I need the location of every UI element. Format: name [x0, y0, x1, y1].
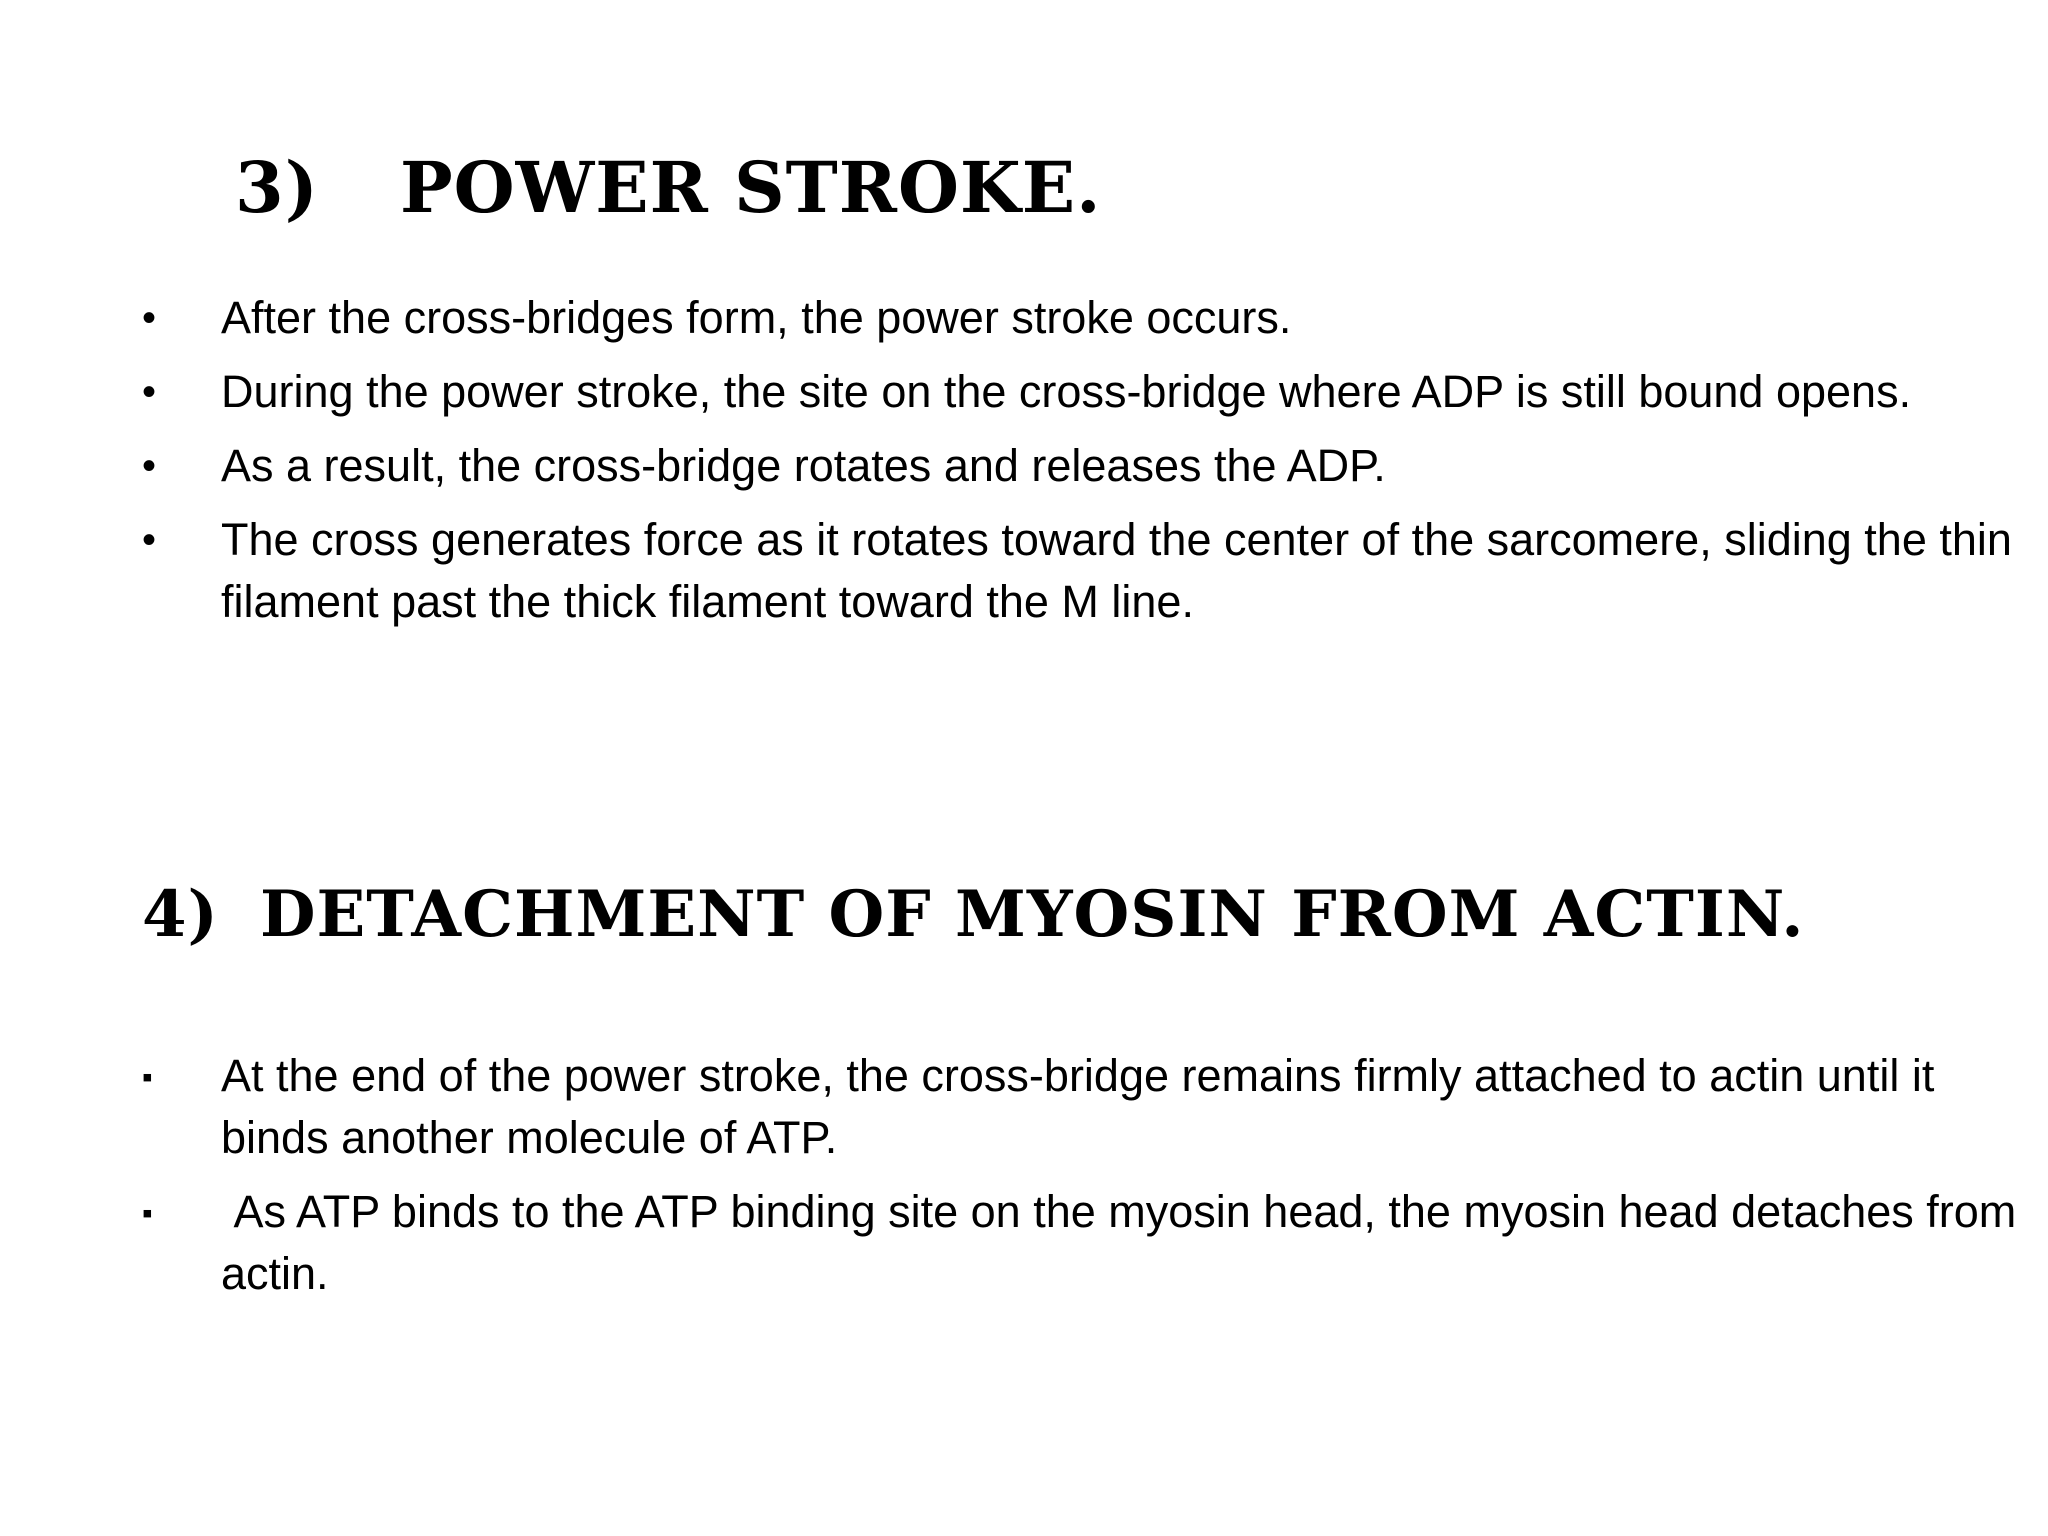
bullet-text: As ATP binds to the ATP binding site on the myosin head, the myosin head detaches from actin.	[221, 1186, 2029, 1299]
section-3-heading	[235, 146, 1101, 230]
section-4-number: 4)	[142, 877, 219, 952]
bullet-text: At the end of the power stroke, the cross-bridge remains firmly attached to actin until it binds another molecule of ATP.	[221, 1050, 1935, 1163]
bullet-text: After the cross-bridges form, the power stroke occurs.	[221, 292, 1292, 343]
section-4-bullet-list	[142, 1045, 2029, 1317]
section-3-title: POWER STROKE.	[400, 146, 1102, 229]
section-4-title: DETACHMENT OF MYOSIN FROM ACTIN.	[260, 877, 1805, 952]
bullet-item	[142, 1181, 2029, 1305]
bullet-item	[142, 509, 2022, 633]
bullet-item	[142, 1045, 2022, 1169]
bullet-item	[142, 287, 2022, 349]
section-4-heading	[142, 875, 1805, 955]
bullet-text: During the power stroke, the site on the cross-bridge where ADP is still bound opens.	[221, 366, 1912, 417]
square-bullet-icon: ▪	[142, 1197, 153, 1230]
bullet-dot-icon: •	[142, 370, 157, 414]
bullet-item	[142, 435, 2022, 497]
square-bullet-icon: ▪	[142, 1061, 153, 1094]
bullet-dot-icon: •	[142, 518, 157, 562]
bullet-dot-icon: •	[142, 296, 157, 340]
bullet-text: The cross generates force as it rotates toward the center of the sarcomere, sliding the thin filament past the thick filament toward the M line.	[221, 514, 2012, 627]
bullet-dot-icon: •	[142, 444, 157, 488]
bullet-text: As a result, the cross-bridge rotates and releases the ADP.	[221, 440, 1386, 491]
section-3-number: 3)	[235, 146, 319, 229]
section-3-bullet-list	[142, 287, 2022, 645]
bullet-item	[142, 361, 2022, 423]
